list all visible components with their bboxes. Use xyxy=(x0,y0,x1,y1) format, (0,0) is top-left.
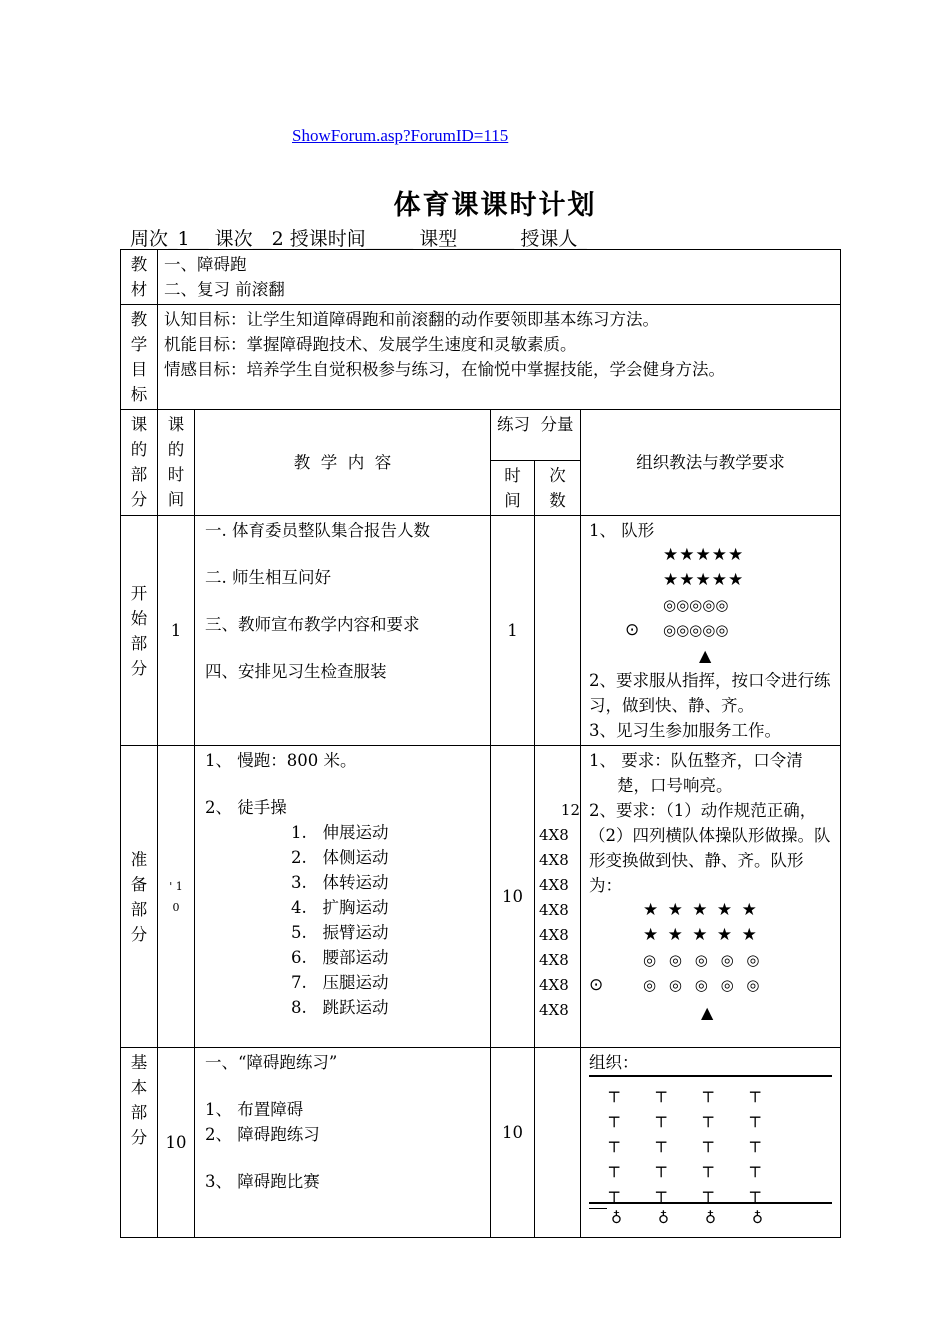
triangle-icon: ▲ xyxy=(699,646,712,665)
goals-content: 认知目标：让学生知道障碍跑和前滚翻的动作要领即基本练习方法。 机能目标：掌握障碍跑技术、发展学生速度和灵敏素质。 情感目标：培养学生自觉积极参与练习，在愉悦中掌握技能，学会健身方法。 xyxy=(158,305,841,410)
prep-content: 1、 慢跑：800 米。 2、 徒手操 1. 伸展运动 2. 体侧运动 3. 体转运动 4. 扩胸运动 5. 振臂运动 6. 腰部运动 7. 压腿运动 8. 跳跃运动 xyxy=(195,746,491,1048)
triangle-icon: ▲ xyxy=(701,1003,714,1022)
header-amount-time: 时 间 xyxy=(491,461,535,516)
hurdle-icon: ┬ xyxy=(656,1133,667,1153)
header-method: 组织教法与教学要求 xyxy=(581,410,841,516)
forum-link[interactable]: ShowForum.asp?ForumID=115 xyxy=(292,126,509,145)
hurdle-icon: ┬ xyxy=(609,1108,620,1128)
prep-amount-time: 10 xyxy=(491,746,535,1048)
basic-amount-time: 10 xyxy=(491,1048,535,1238)
list-item: 5. 振臂运动 xyxy=(291,923,389,942)
prep-method: 1、 要求：队伍整齐，口令清 楚，口号响亮。 2、要求：（1）动作规范正确，（2）四列横队体操队形做操。队形变换做到快、静、齐。队形为： ★ ★ ★ ★ ★ ★ ★ ★ ★ ★ ◎ ◎ ◎ ◎ ◎ ⊙ ◎ ◎ ◎ ◎ ◎ ▲ xyxy=(581,746,841,1048)
list-item: 3. 体转运动 xyxy=(291,873,389,892)
formation-row-stars-1: ★★★★★ xyxy=(663,545,745,565)
header-amount-count: 次 数 xyxy=(535,461,581,516)
formation-row-stars-2: ★ ★ ★ ★ ★ xyxy=(643,925,757,945)
hurdle-icon: ┬ xyxy=(609,1183,620,1203)
hurdle-icon: ┬ xyxy=(703,1158,714,1178)
start-method: 1、 队形 ★★★★★ ★★★★★ ◎◎◎◎◎ ⊙ ◎◎◎◎◎ ▲ 2、要求服从指挥，按口令进行练习，做到快、静、齐。 3、见习生参加服务工作。 xyxy=(581,516,841,746)
start-content: 一. 体育委员整队集合报告人数 二. 师生相互问好 三、教师宣布教学内容和要求 四、安排见习生检查服装 xyxy=(195,516,491,746)
hurdle-icon: ┬ xyxy=(656,1158,667,1178)
teacher-icon: ⊙ xyxy=(625,620,640,640)
header-content: 教 学 内 容 xyxy=(195,410,491,516)
runner-icon: ♁ xyxy=(752,1209,763,1227)
hurdle-icon: ┬ xyxy=(609,1083,620,1103)
hurdle-icon: ┬ xyxy=(750,1183,761,1203)
prep-formation xyxy=(589,898,832,1000)
basic-method: 组织： ┬ ┬ ┬ ┬ ┬ ┬ ┬ ┬ ┬ ┬ ┬ ┬ ┬ ┬ ┬ ┬ ┬ ┬ ┬ ┬ ♁ ♁ ♁ ♁ xyxy=(581,1048,841,1238)
hurdle-icon: ┬ xyxy=(703,1083,714,1103)
row-jiaocai xyxy=(121,250,841,305)
hurdle-icon: ┬ xyxy=(750,1083,761,1103)
prep-part: 准 备 部 分 xyxy=(121,746,158,1048)
basic-part: 基 本 部 分 xyxy=(121,1048,158,1238)
goals-label: 教 学 目 标 xyxy=(121,305,158,410)
hurdle-diagram xyxy=(589,1075,832,1235)
hurdle-icon: ┬ xyxy=(656,1108,667,1128)
list-item: 1. 伸展运动 xyxy=(291,823,389,842)
header-time: 课 的 时 间 xyxy=(158,410,195,516)
basic-content: 一、“障碍跑练习” 1、 布置障碍 2、 障碍跑练习 3、 障碍跑比赛 xyxy=(195,1048,491,1238)
start-time: 1 xyxy=(158,516,195,746)
formation-row-circles-2: ◎◎◎◎◎ xyxy=(663,621,729,639)
hurdle-icon: ┬ xyxy=(703,1183,714,1203)
hurdle-icon: ┬ xyxy=(656,1183,667,1203)
hurdle-icon: ┬ xyxy=(609,1158,620,1178)
formation-row-circles-2: ◎ ◎ ◎ ◎ ◎ xyxy=(643,976,760,994)
hurdle-icon: ┬ xyxy=(609,1133,620,1153)
hurdle-icon: ┬ xyxy=(750,1158,761,1178)
formation-row-circles-1: ◎◎◎◎◎ xyxy=(663,596,729,614)
page-title: 体育课课时计划 xyxy=(393,190,597,221)
start-amount-count xyxy=(535,516,581,746)
row-prep xyxy=(121,746,841,1048)
start-amount-time: 1 xyxy=(491,516,535,746)
prep-time: ' 1 0 xyxy=(158,746,195,1048)
row-basic xyxy=(121,1048,841,1238)
lesson-info: 周次_1__ 课次__2 授课时间_____ 课型______ 授课人_ xyxy=(130,228,587,250)
header-part: 课 的 部 分 xyxy=(121,410,158,516)
formation-row-stars-2: ★★★★★ xyxy=(663,570,745,590)
list-item: 7. 压腿运动 xyxy=(291,973,389,992)
row-start xyxy=(121,516,841,746)
teacher-icon: ⊙ xyxy=(589,975,604,995)
exercise-list xyxy=(205,820,484,1020)
hurdle-icon: ┬ xyxy=(750,1133,761,1153)
list-item: 8. 跳跃运动 xyxy=(291,998,389,1017)
list-item: 4. 扩胸运动 xyxy=(291,898,389,917)
jiaocai-content: 一、障碍跑 二、复习 前滚翻 xyxy=(158,250,841,305)
lesson-plan-table xyxy=(120,249,841,1238)
formation-row-stars-1: ★ ★ ★ ★ ★ xyxy=(643,900,757,920)
header-row-1 xyxy=(121,410,841,461)
runner-icon: ♁ xyxy=(705,1209,716,1227)
prep-amount-count: 12 4X8 4X8 4X8 4X8 4X8 4X8 4X8 4X8 xyxy=(535,746,581,1048)
basic-time: 10 xyxy=(158,1048,195,1238)
hurdle-icon: ┬ xyxy=(703,1108,714,1128)
hurdle-icon: ┬ xyxy=(750,1108,761,1128)
formation-row-circles-1: ◎ ◎ ◎ ◎ ◎ xyxy=(643,951,760,969)
header-amount: 练习 分量 xyxy=(491,410,581,461)
list-item: 2. 体侧运动 xyxy=(291,848,389,867)
row-goals xyxy=(121,305,841,410)
start-formation xyxy=(589,543,832,643)
hurdle-icon: ┬ xyxy=(703,1133,714,1153)
runner-icon: ♁ xyxy=(658,1209,669,1227)
runner-icon: ♁ xyxy=(611,1209,622,1227)
start-part: 开 始 部 分 xyxy=(121,516,158,746)
hurdle-icon: ┬ xyxy=(656,1083,667,1103)
jiaocai-label: 教 材 xyxy=(121,250,158,305)
list-item: 6. 腰部运动 xyxy=(291,948,389,967)
basic-amount-count xyxy=(535,1048,581,1238)
